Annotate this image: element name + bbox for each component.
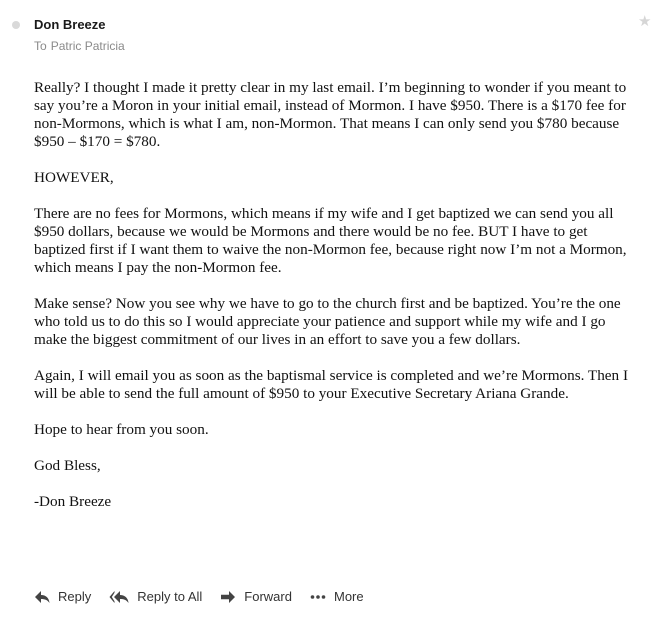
reply-label: Reply bbox=[58, 589, 92, 604]
reply-all-button[interactable] bbox=[109, 589, 202, 604]
reply-button[interactable] bbox=[34, 589, 91, 604]
message-paragraph: Make sense? Now you see why we have to go to the church first and be baptized. You’re the one who told us to do this so I would appreciate your patience and support while my wife and I go make the biggest commitment of our lives in an effort to save you a few dollars. bbox=[34, 295, 621, 348]
message-paragraph: There are no fees for Mormons, which means if my wife and I get baptized we can send you all $950 dollars, because we would be Mormons and there would be no fee. BUT I have to get baptized first if I want them to waive the non-Mormon fee, because right now I’m not a Mormon, which means I pay the non-Mormon fee. bbox=[34, 205, 627, 276]
reply-all-label: Reply to All bbox=[137, 589, 203, 604]
message-paragraph: HOWEVER, bbox=[34, 169, 114, 186]
message-body bbox=[34, 79, 630, 529]
message-paragraph: Again, I will email you as soon as the baptismal service is completed and we’re Mormons. Then I will be able to send the full amount of $950 to your Executive Secretary Ariana Grande. bbox=[34, 367, 628, 402]
unread-dot-icon[interactable] bbox=[12, 21, 20, 29]
recipient-name: Patric Patricia bbox=[50, 39, 125, 53]
sender-name: Don Breeze bbox=[34, 17, 106, 32]
message-paragraph: Really? I thought I made it pretty clear in my last email. I’m beginning to wonder if you meant to say you’re a Moron in your initial email, instead of Mormon. I have $950. There is a $170 fee for non-Mormons, which is what I am, non-Mormon. That means I can only send you $780 because $950 – $170 = $780. bbox=[34, 79, 627, 150]
forward-button[interactable] bbox=[220, 589, 292, 604]
reply-all-arrow-icon bbox=[109, 590, 129, 604]
recipient-line bbox=[34, 39, 125, 53]
more-label: More bbox=[333, 589, 364, 604]
forward-label: Forward bbox=[244, 589, 292, 604]
message-actions bbox=[34, 589, 382, 604]
forward-arrow-icon bbox=[220, 590, 236, 604]
message-paragraph: God Bless, bbox=[34, 457, 101, 474]
reply-arrow-icon bbox=[34, 590, 50, 604]
ellipsis-icon bbox=[310, 590, 326, 604]
message-signature: -Don Breeze bbox=[34, 493, 112, 510]
more-button[interactable] bbox=[310, 589, 364, 604]
to-label: To bbox=[34, 39, 47, 53]
star-icon[interactable]: ★ bbox=[638, 13, 652, 30]
message-paragraph: Hope to hear from you soon. bbox=[34, 421, 209, 438]
